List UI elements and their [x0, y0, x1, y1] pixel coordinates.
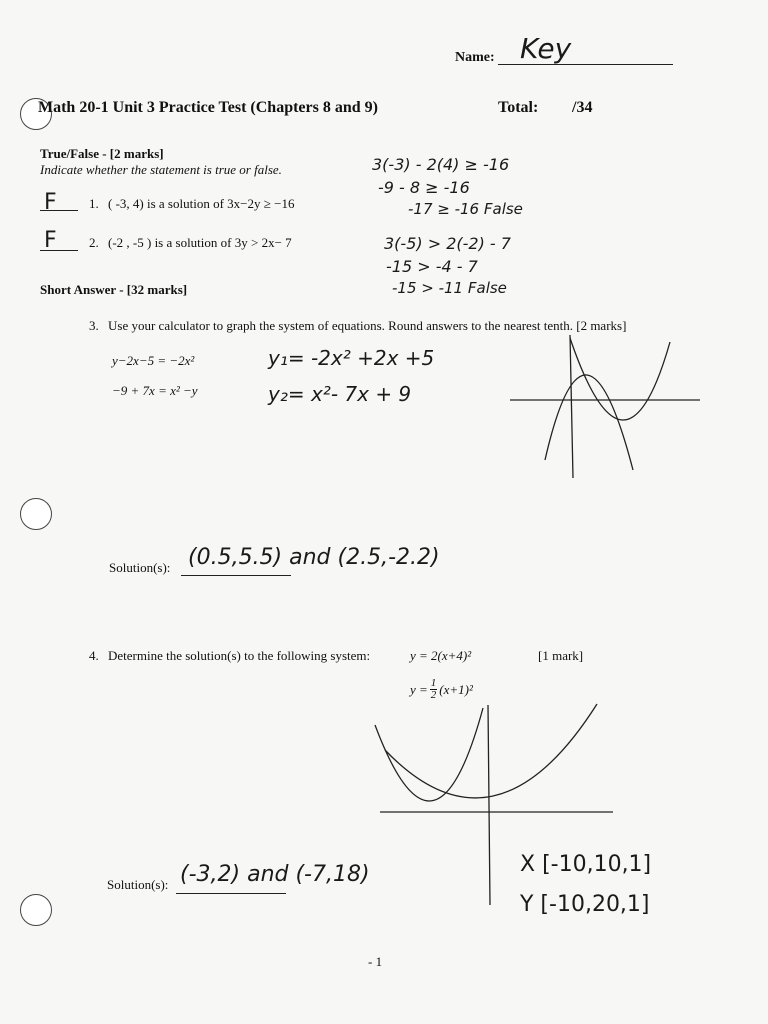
- q3-equation-1: y−2x−5 = −2x²: [112, 353, 195, 368]
- page-title: Math 20-1 Unit 3 Practice Test (Chapters 8 and 9): [38, 99, 378, 116]
- total-value: /34: [572, 99, 593, 116]
- q4-eq2-prefix: y =: [410, 681, 428, 697]
- q3-sketch-graph: [505, 330, 705, 480]
- total-label: Total:: [498, 99, 539, 116]
- punch-hole-bottom: [20, 894, 52, 926]
- q2-work-line-1: 3(-5) > 2(-2) - 7: [384, 234, 511, 253]
- true-false-instruction: Indicate whether the statement is true or false.: [40, 162, 282, 177]
- q4-eq2-denominator: 2: [430, 689, 437, 701]
- q1-work-line-2: -9 - 8 ≥ -16: [378, 178, 470, 197]
- short-answer-heading: Short Answer - [32 marks]: [40, 282, 188, 297]
- q3-equation-2: −9 + 7x = x² −y: [112, 383, 198, 398]
- q3-parabola-up: [570, 338, 670, 420]
- q1-text: ( -3, 4) is a solution of 3x−2y ≥ −16: [108, 196, 295, 211]
- q4-sketch-graph: [355, 700, 615, 910]
- q1-work-line-1: 3(-3) - 2(4) ≥ -16: [372, 155, 510, 174]
- q2-work-line-2: -15 > -4 - 7: [386, 257, 478, 276]
- q3-solution-label: Solution(s):: [109, 560, 171, 575]
- q2-text: (-2 , -5 ) is a solution of 3y > 2x− 7: [108, 235, 292, 250]
- q1-answer: F: [44, 190, 57, 215]
- q4-window-y: Y [-10,20,1]: [520, 892, 650, 917]
- q4-solution-label: Solution(s):: [107, 877, 169, 892]
- q4-equation-2: [410, 678, 473, 701]
- page-number: - 1: [368, 954, 383, 969]
- q4-parabola-steep: [375, 708, 483, 801]
- q3-y-axis: [570, 335, 573, 478]
- true-false-heading: True/False - [2 marks]: [40, 146, 164, 161]
- name-value: Key: [520, 32, 572, 65]
- q3-text: Use your calculator to graph the system of equations. Round answers to the nearest tenth. [2 marks]: [108, 318, 627, 333]
- q4-solution-value: (-3,2) and (-7,18): [180, 862, 370, 887]
- q4-parabola-wide: [385, 704, 597, 798]
- q4-equation-1: y = 2(x+4)²: [410, 648, 472, 663]
- q4-window-x: X [-10,10,1]: [520, 852, 652, 877]
- q3-number: 3.: [89, 318, 99, 333]
- q3-solution-value: (0.5,5.5) and (2.5,-2.2): [188, 545, 440, 570]
- q4-solution-line: [176, 893, 286, 894]
- q3-handwritten-y2: y₂= x²- 7x + 9: [268, 382, 412, 406]
- q3-solution-line: [181, 575, 291, 576]
- q4-y-axis: [488, 705, 490, 905]
- q4-number: 4.: [89, 648, 99, 663]
- name-label: Name:: [455, 50, 495, 65]
- q4-marks: [1 mark]: [538, 648, 584, 663]
- q2-number: 2.: [89, 235, 99, 250]
- q3-parabola-down: [545, 375, 633, 470]
- q4-eq2-suffix: (x+1)²: [439, 681, 473, 697]
- q4-eq2-numerator: 1: [430, 677, 437, 689]
- q2-answer: F: [44, 228, 57, 253]
- q1-number: 1.: [89, 196, 99, 211]
- punch-hole-middle: [20, 498, 52, 530]
- q4-text: Determine the solution(s) to the following system:: [108, 648, 371, 663]
- q2-work-line-3: -15 > -11 False: [392, 279, 507, 297]
- q3-handwritten-y1: y₁= -2x² +2x +5: [268, 346, 435, 370]
- q1-work-line-3: -17 ≥ -16 False: [408, 200, 523, 218]
- q4-eq2-fraction: [430, 678, 438, 701]
